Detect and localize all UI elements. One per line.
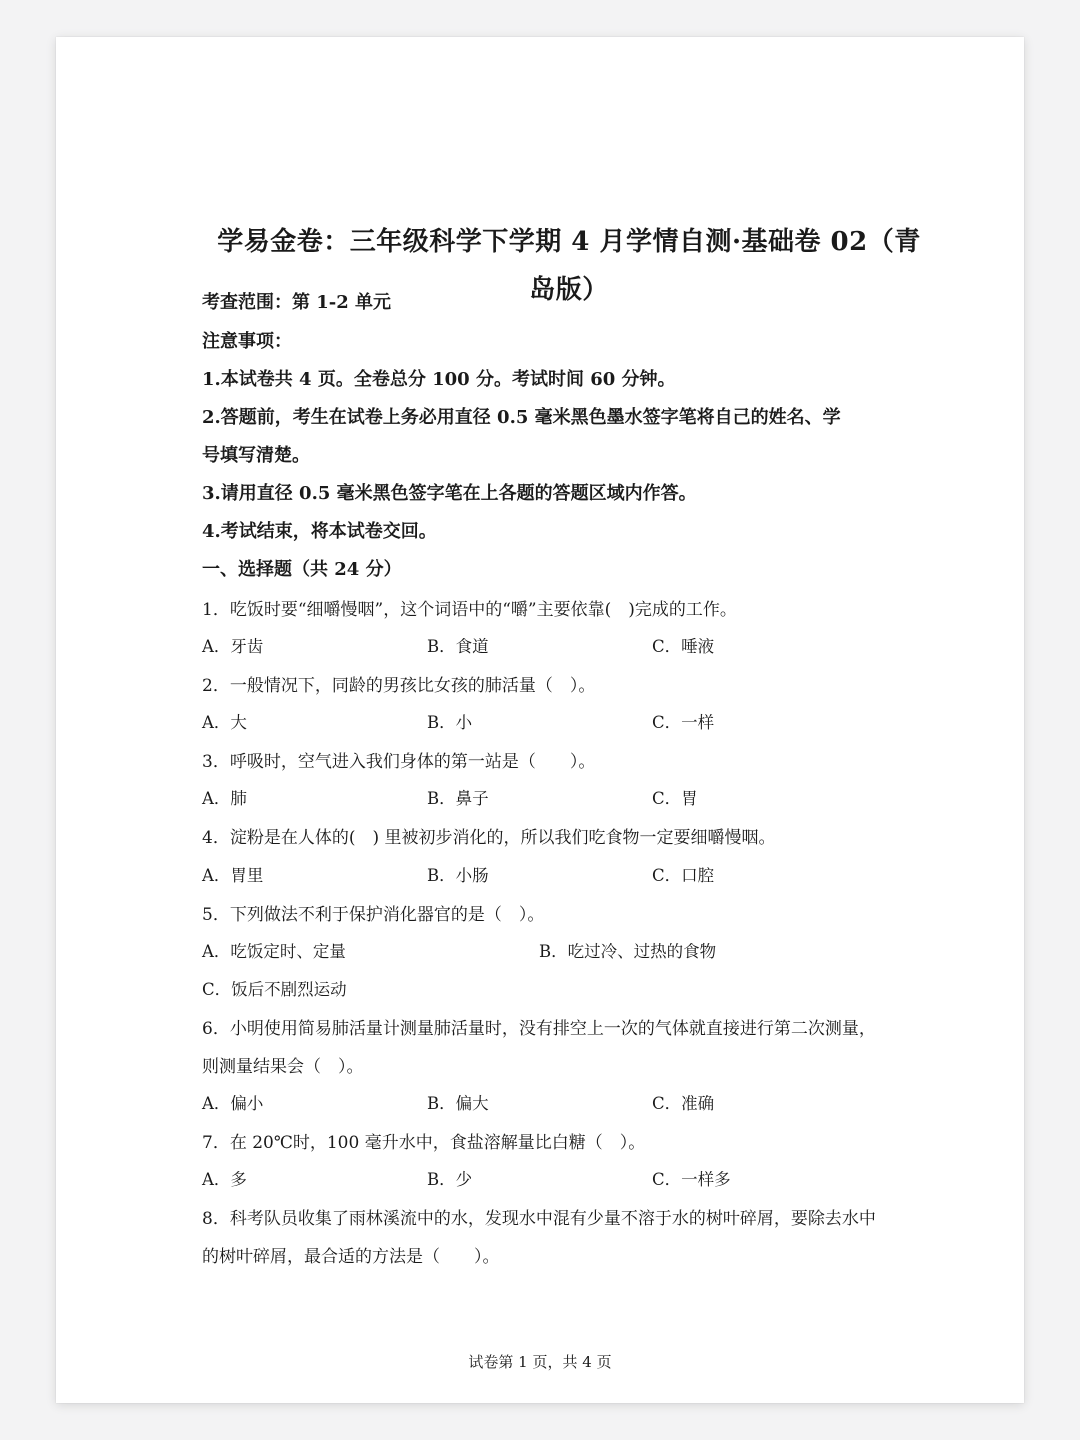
exam-title-line-1: 学易金卷：三年级科学下学期 4 月学情自测·基础卷 02（青 <box>217 227 921 257</box>
question-5-option-b: B．吃过冷、过热的食物 <box>539 942 717 961</box>
question-3-option-b: B．鼻子 <box>427 789 489 808</box>
question-2-stem: 2．一般情况下，同龄的男孩比女孩的肺活量（ ）。 <box>202 676 596 696</box>
exam-title-line-2: 岛版） <box>529 275 609 305</box>
section-heading: 一、选择题（共 24 分） <box>202 559 402 580</box>
question-6-option-c: C．准确 <box>652 1094 715 1113</box>
exam-scope: 考查范围：第 1-2 单元 <box>202 292 392 313</box>
notice-item-4: 4.考试结束，将本试卷交回。 <box>202 521 437 542</box>
question-3-stem: 3．呼吸时，空气进入我们身体的第一站是（ ）。 <box>202 752 596 772</box>
question-7-option-a: A．多 <box>202 1170 247 1189</box>
question-5-option-a: A．吃饭定时、定量 <box>202 942 346 961</box>
question-3-option-a: A．肺 <box>202 789 247 808</box>
question-4-option-a: A．胃里 <box>202 866 264 885</box>
question-5-option-c: C．饭后不剧烈运动 <box>202 980 347 999</box>
notice-heading: 注意事项： <box>202 331 292 352</box>
page-footer: 试卷第 1 页，共 4 页 <box>468 1353 612 1371</box>
notice-item-2: 2.答题前，考生在试卷上务必用直径 0.5 毫米黑色墨水签字笔将自己的姓名、学 <box>202 407 841 428</box>
question-1-option-b: B．食道 <box>427 637 489 656</box>
question-6-option-b: B．偏大 <box>427 1094 489 1113</box>
notice-item-1: 1.本试卷共 4 页。全卷总分 100 分。考试时间 60 分钟。 <box>202 369 676 390</box>
question-2-option-b: B．小 <box>427 713 473 732</box>
question-8-stem-cont: 的树叶碎屑，最合适的方法是（ ）。 <box>202 1247 500 1267</box>
exam-page <box>56 37 1024 1403</box>
question-7-option-b: B．少 <box>427 1170 473 1189</box>
question-6-stem: 6．小明使用简易肺活量计测量肺活量时，没有排空上一次的气体就直接进行第二次测量， <box>202 1019 876 1039</box>
question-5-stem: 5．下列做法不利于保护消化器官的是（ ）。 <box>202 905 545 925</box>
question-1-stem: 1．吃饭时要“细嚼慢咽”，这个词语中的“嚼”主要依靠( )完成的工作。 <box>202 600 737 620</box>
question-4-stem: 4．淀粉是在人体的( ) 里被初步消化的，所以我们吃食物一定要细嚼慢咽。 <box>202 828 776 848</box>
question-2-option-c: C．一样 <box>652 713 715 732</box>
question-7-option-c: C．一样多 <box>652 1170 731 1189</box>
notice-item-3: 3.请用直径 0.5 毫米黑色签字笔在上各题的答题区域内作答。 <box>202 483 697 504</box>
question-2-option-a: A．大 <box>202 713 247 732</box>
question-8-stem: 8．科考队员收集了雨林溪流中的水，发现水中混有少量不溶于水的树叶碎屑，要除去水中 <box>202 1209 876 1229</box>
question-1-option-a: A．牙齿 <box>202 637 264 656</box>
question-4-option-b: B．小肠 <box>427 866 489 885</box>
notice-item-2-cont: 号填写清楚。 <box>202 445 310 466</box>
question-1-option-c: C．唾液 <box>652 637 715 656</box>
question-4-option-c: C．口腔 <box>652 866 715 885</box>
question-3-option-c: C．胃 <box>652 789 698 808</box>
question-7-stem: 7．在 20℃时，100 毫升水中，食盐溶解量比白糖（ ）。 <box>202 1133 646 1153</box>
question-6-stem-cont: 则测量结果会（ ）。 <box>202 1057 364 1077</box>
question-6-option-a: A．偏小 <box>202 1094 264 1113</box>
